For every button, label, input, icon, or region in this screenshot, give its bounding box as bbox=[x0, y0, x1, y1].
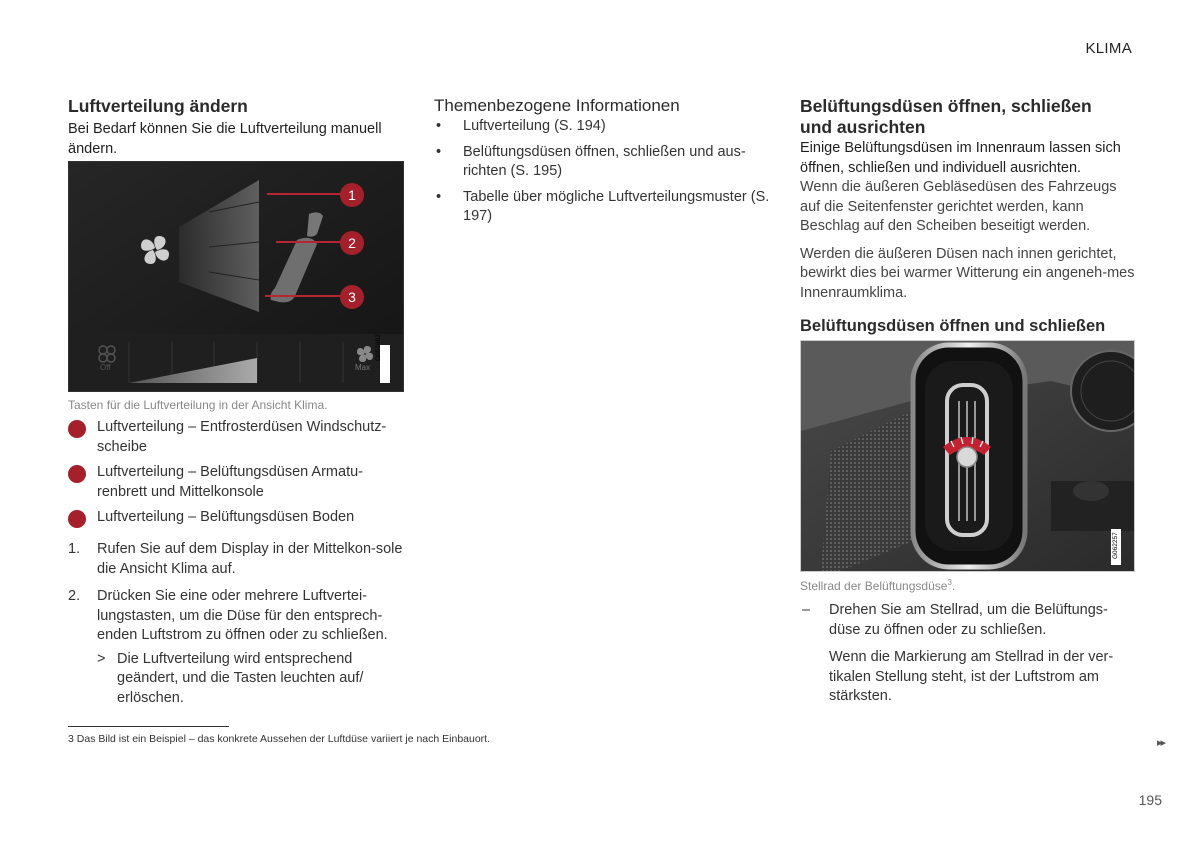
figure-code: G062257 bbox=[1112, 532, 1119, 559]
callout-item-3 bbox=[68, 508, 408, 528]
figure-caption-1: Tasten für die Luftverteilung in der Ansicht Klima. bbox=[68, 398, 328, 412]
step-item-2 bbox=[68, 587, 408, 646]
related-links-list bbox=[434, 117, 770, 233]
step-text: Rufen Sie auf dem Display in der Mittelkon-sole die Ansicht Klima auf. bbox=[97, 541, 403, 577]
section-title-line-1: Belüftungsdüsen öffnen, schließen bbox=[800, 96, 1092, 116]
caption-text: Stellrad der Belüftungsdüse bbox=[800, 579, 948, 593]
footnote-ref[interactable]: 3 bbox=[947, 578, 952, 587]
related-link-item[interactable] bbox=[434, 117, 770, 137]
col3-para1: Wenn die äußeren Gebläsedüsen des Fahrzeugs auf die Seitenfenster gerichtet werden, kann Beschlag auf den Scheiben beseitigt werden. bbox=[800, 179, 1117, 234]
related-info-title: Themenbezogene Informationen bbox=[434, 96, 680, 115]
section-title-belueftungsduesen bbox=[800, 96, 1140, 138]
callout-item-text: Luftverteilung – Belüftungsdüsen Boden bbox=[97, 509, 355, 525]
max-label: Max bbox=[355, 363, 371, 372]
callout-line-2 bbox=[276, 241, 342, 243]
off-label: Off bbox=[100, 363, 111, 372]
result-item bbox=[97, 650, 408, 709]
step-number: 2. bbox=[68, 588, 81, 604]
bullet-marker: • bbox=[436, 143, 442, 160]
step-item-1 bbox=[68, 540, 408, 579]
callout-badge-1 bbox=[68, 420, 86, 438]
bullet-marker: • bbox=[436, 118, 442, 134]
related-link-item[interactable] bbox=[434, 188, 770, 227]
section-title-luftverteilung: Luftverteilung ändern bbox=[68, 96, 248, 116]
footnote bbox=[68, 733, 490, 745]
callout-3: 3 bbox=[340, 285, 364, 309]
footnote-text: Das Bild ist ein Beispiel – das konkrete Aussehen der Luftdüse variiert je nach Einbauort. bbox=[76, 733, 491, 745]
callout-item-text: Luftverteilung – Belüftungsdüsen Armatu-renbrett und Mittelkonsole bbox=[97, 464, 363, 500]
bullet-marker: • bbox=[436, 188, 442, 205]
related-link-text[interactable]: Luftverteilung (S. 194) bbox=[463, 118, 606, 134]
climate-screen-figure bbox=[68, 161, 404, 392]
section-title-line-2: und ausrichten bbox=[800, 117, 926, 137]
callout-item-1 bbox=[68, 418, 408, 457]
result-marker: > bbox=[97, 650, 106, 667]
footnote-divider bbox=[68, 726, 229, 727]
callout-item-2 bbox=[68, 463, 408, 502]
subsection-title: Belüftungsdüsen öffnen und schließen bbox=[800, 317, 1106, 335]
steps-list bbox=[68, 540, 408, 708]
step-text: Drücken Sie eine oder mehrere Luftvertei-lungstasten, um die Düse für den entsprech-enden Luftstrom zu öffnen oder zu schließen. bbox=[97, 588, 388, 643]
intro-text: Bei Bedarf können Sie die Luftverteilung manuell ändern. bbox=[68, 121, 382, 157]
vent-photo-figure bbox=[800, 340, 1135, 572]
dash-marker: – bbox=[802, 602, 811, 618]
callout-badge-2 bbox=[68, 465, 86, 483]
related-link-item[interactable] bbox=[434, 143, 770, 182]
caption-end: . bbox=[951, 579, 956, 593]
result-text: Die Luftverteilung wird entsprechend geändert, und die Tasten leuchten auf/ erlöschen. bbox=[117, 650, 364, 706]
instruction-note: Wenn die Markierung am Stellrad in der ver-tikalen Stellung steht, ist der Luftstrom am stärksten. bbox=[829, 649, 1114, 704]
instruction-text: Drehen Sie am Stellrad, um die Belüftungs-düse zu öffnen oder zu schließen. bbox=[829, 602, 1108, 638]
page-number: 195 bbox=[1138, 792, 1162, 808]
instruction-item bbox=[800, 601, 1136, 640]
step-number: 1. bbox=[68, 541, 81, 557]
col3-intro: Einige Belüftungsdüsen im Innenraum lassen sich öffnen, schließen und individuell ausrichten. bbox=[800, 140, 1121, 176]
callout-1: 1 bbox=[340, 183, 364, 207]
callout-badge-3 bbox=[68, 510, 86, 528]
callout-line-1 bbox=[267, 193, 341, 195]
callout-2: 2 bbox=[340, 231, 364, 255]
vent-instructions bbox=[800, 601, 1136, 707]
footnote-number: 3 bbox=[68, 733, 74, 745]
callout-item-text: Luftverteilung – Entfrosterdüsen Windschutz-scheibe bbox=[97, 419, 387, 455]
related-link-text[interactable]: Belüftungsdüsen öffnen, schließen und aus-richten (S. 195) bbox=[463, 143, 746, 179]
col3-text-block bbox=[800, 139, 1136, 303]
result-block bbox=[68, 650, 408, 709]
col3-para2: Werden die äußeren Düsen nach innen gerichtet, bewirkt dies bei warmer Witterung ein angeneh-mes Innenraumklima. bbox=[800, 245, 1135, 301]
figure-caption-2 bbox=[800, 578, 955, 593]
next-page-arrows[interactable]: ▸▸ bbox=[1156, 737, 1164, 749]
callout-line-3 bbox=[265, 295, 341, 297]
related-link-text[interactable]: Tabelle über mögliche Luftverteilungsmuster (S. 197) bbox=[463, 188, 770, 224]
section-header: KLIMA bbox=[1085, 40, 1132, 57]
figure-code: G051882 bbox=[375, 334, 382, 361]
callout-list bbox=[68, 418, 408, 534]
vent-illustration bbox=[801, 341, 1134, 571]
